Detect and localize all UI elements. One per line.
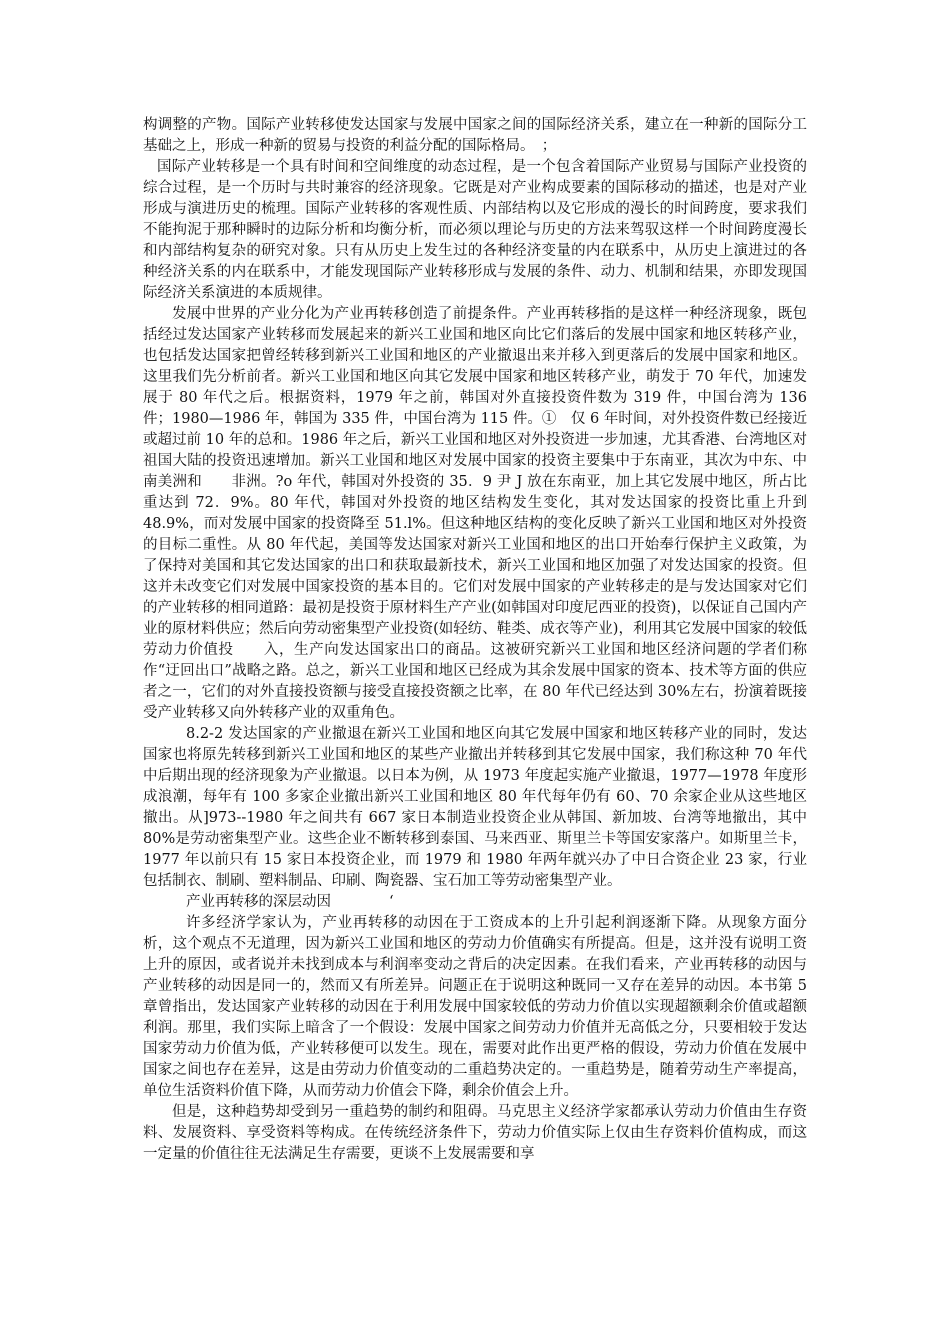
section-heading: 产业再转移的深层动因 ‘ [186,894,394,910]
paragraph-4-section-8-2-2: 8.2-2 发达国家的产业撤退在新兴工业国和地区向其它发展中国家和地区转移产业的同时，发达国家也将原先转移到新兴工业国和地区的某些产业撤出并转移到其它发展中国家，我们称这种 70 年代中后期出现的经济现象为产业撤退。以日本为例，从 1973 年度起实施产业撤退，1977—1978 年度形成浪潮，每年有 100 多家企业撤出新兴工业国和地区 80 年代每年仍有 60、70 余家企业从这些地区 撤出。从]973--1980 年之间共有 667 家日本制造业投资企业从韩国、新加坡、台湾等地撤出，其中 80%是劳动密集型产业。这些企业不断转移到泰国、马来西亚、斯里兰卡等国安家落户。如斯里兰卡，1977 年以前只有 15 家日本投资企业，而 1979 和 1980 年两年就兴办了中日合资企业 23 家，行业包括制衣、制刷、塑料制品、印刷、陶瓷器、宝石加工等劳动密集型产业。 [143,726,822,889]
paragraph-5: 许多经济学家认为，产业再转移的动因在于工资成本的上升引起利润逐渐下降。从现象方面分析，这个观点不无道理，因为新兴工业国和地区的劳动力价值确实有所提高。但是，这并没有说明工资上升的原因，或者说并未找到成本与利润率变动之背后的决定因素。在我们看来，产业再转移的动因与产业转移的动因是同一的，然而又有所差异。问题正在于说明这种既同一又存在差异的动因。本书第 5 章曾指出，发达国家产业转移的动因在于利用发展中国家较低的劳动力价值以实现超额剩余价值或超额利润。那里，我们实际上暗含了一个假设：发展中国家之间劳动力价值并无高低之分，只要相较于发达国家劳动力价值为低，产业转移便可以发生。现在，需要对此作出更严格的假设，劳动力价值在发展中国家之间也存在差异，这是由劳动力价值变动的二重趋势决定的。一重趋势是，随着劳动生产率提高，单位生活资料价值下降，从而劳动力价值会下降，剩余价值会上升。 [143,915,807,1099]
paragraph-3: 发展中世界的产业分化为产业再转移创造了前提条件。产业再转移指的是这样一种经济现象，既包括经过发达国家产业转移而发展起来的新兴工业国和地区向比它们落后的发展中国家和地区转移产业，也包括发达国家把曾经转移到新兴工业国和地区的产业撤退出来并移入到更落后的发展中国家和地区。这里我们先分析前者。新兴工业国和地区向其它发展中国家和地区转移产业，萌发于 70 年代，加速发展于 80 年代之后。根据资料，1979 年之前，韩国对外直接投资件数为 319 件，中国台湾为 136 件；1980—1986 年，韩国为 335 件，中国台湾为 115 件。① 仅 6 年时间，对外投资件数已经接近或超过前 10 年的总和。1986 年之后，新兴工业国和地区对外投资进一步加速，尤其香港、台湾地区对祖国大陆的投资迅速增加。新兴工业国和地区对发展中国家的投资主要集中于东南亚，其次为中东、中南美洲和 非洲。?o 年代，韩国对外投资的 35．9 尹 J 放在东南亚，加上其它发展中地区，所占比重达到 72．9%。80 年代，韩国对外投资的地区结构发生变化，其对发达国家的投资比重上升到 48.9%，而对发展中国家的投资降至 51.l%。但这种地区结构的变化反映了新兴工业国和地区对外投资的目标二重性。从 80 年代起，美国等发达国家对新兴工业国和地区的出口开始奉行保护主义政策，为了保持对美国和其它发达国家的出口和获取最新技术，新兴工业国和地区加强了对发达国家的投资。但这并未改变它们对发展中国家投资的基本目的。它们对发展中国家的产业转移走的是与发达国家对它们的产业转移的相同道路：最初是投资于原材料生产产业(如韩国对印度尼西亚的投资)，以保证自己国内产业的原材料供应；然后向劳动密集型产业投资(如轻纺、鞋类、成衣等产业)，利用其它发展中国家的较低劳动力价值投 入，生产向发达国家出口的商品。这被研究新兴工业国和地区经济问题的学者们称作“迂回出口”战略之路。总之，新兴工业国和地区已经成为其余发展中国家的资本、技术等方面的供应者之一，它们的对外直接投资额与接受直接投资额之比率，在 80 年代已经达到 30%左右，扮演着既接受产业转移又向外转移产业的双重角色。 [143,306,807,721]
document-page [143,115,822,1165]
paragraph-6: 但是，这种趋势却受到另一重趋势的制约和阻碍。马克思主义经济学家都承认劳动力价值由生存资料、发展资料、享受资料等构成。在传统经济条件下，劳动力价值实际上仅由生存资料价值构成，而这一定量的价值往往无法满足生存需要，更谈不上发展需要和享 [143,1104,807,1162]
paragraph-2: 国际产业转移是一个具有时间和空间维度的动态过程，是一个包含着国际产业贸易与国际产业投资的综合过程，是一个历时与共时兼容的经济现象。它既是对产业构成要素的国际移动的描述，也是对产业形成与演进历史的梳理。国际产业转移的客观性质、内部结构以及它形成的漫长的时间跨度，要求我们不能拘泥于那种瞬时的边际分析和均衡分析，而必须以理论与历史的方法来驾驭这样一个时间跨度漫长和内部结构复杂的研究对象。只有从历史上发生过的各种经济变量的内在联系中，从历史上演进过的各种经济关系的内在联系中，才能发现国际产业转移形成与发展的条件、动力、机制和结果，亦即发现国际经济关系演进的本质规律。 [143,159,807,301]
paragraph-1: 构调整的产物。国际产业转移使发达国家与发展中国家之间的国际经济关系，建立在一种新的国际分工基础之上，形成一种新的贸易与投资的利益分配的国际格局。 ； [143,117,807,154]
